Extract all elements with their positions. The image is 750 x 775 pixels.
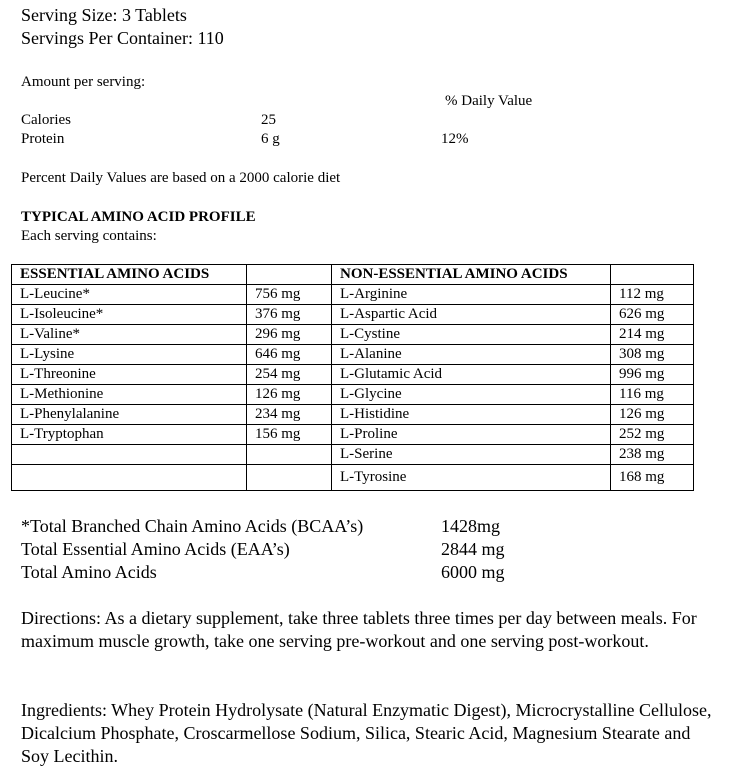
- table-row: [12, 365, 694, 385]
- essential-name: [12, 465, 247, 491]
- total-amino-label: Total Amino Acids: [21, 562, 157, 582]
- calories-amount: 25: [261, 112, 276, 128]
- calories-label: Calories: [21, 112, 71, 128]
- essential-amount: [247, 445, 332, 465]
- nonessential-name: L-Proline: [332, 425, 611, 445]
- essential-amount: 376 mg: [247, 305, 332, 325]
- nonessential-name: L-Cystine: [332, 325, 611, 345]
- table-row: [12, 345, 694, 365]
- amount-per-serving-label: Amount per serving:: [21, 74, 146, 90]
- essential-name: L-Valine*: [12, 325, 247, 345]
- total-eaa-label: Total Essential Amino Acids (EAA’s): [21, 539, 290, 559]
- nonessential-amount: 116 mg: [611, 385, 694, 405]
- nonessential-amount-header: [611, 265, 694, 285]
- essential-amount-header: [247, 265, 332, 285]
- essential-name: L-Tryptophan: [12, 425, 247, 445]
- essential-name: L-Isoleucine*: [12, 305, 247, 325]
- nonessential-amount: 626 mg: [611, 305, 694, 325]
- table-row: [12, 385, 694, 405]
- nonessential-amount: 308 mg: [611, 345, 694, 365]
- ingredients-paragraph: Ingredients: Whey Protein Hydrolysate (Natural Enzymatic Digest), Microcrystalline Cellulose, Dicalcium Phosphate, Croscarmellose Sodium, Silica, Stearic Acid, Magnesium Stearate and Soy Lecithin.: [21, 700, 712, 766]
- nonessential-name: L-Arginine: [332, 285, 611, 305]
- total-bcaa-label: *Total Branched Chain Amino Acids (BCAA’s): [21, 516, 364, 536]
- nonessential-name: L-Aspartic Acid: [332, 305, 611, 325]
- essential-amount: 646 mg: [247, 345, 332, 365]
- nonessential-name: L-Glutamic Acid: [332, 365, 611, 385]
- nonessential-amount: 252 mg: [611, 425, 694, 445]
- essential-name: [12, 445, 247, 465]
- amino-acid-table: [11, 264, 694, 491]
- nonessential-amount: 112 mg: [611, 285, 694, 305]
- total-bcaa-value: 1428mg: [441, 516, 501, 536]
- profile-title: TYPICAL AMINO ACID PROFILE: [21, 209, 256, 225]
- table-header-row: [12, 265, 694, 285]
- table-row: [12, 305, 694, 325]
- nonessential-amount: 238 mg: [611, 445, 694, 465]
- essential-amount: 296 mg: [247, 325, 332, 345]
- serving-size: Serving Size: 3 Tablets: [21, 5, 187, 25]
- table-row: [12, 285, 694, 305]
- nonessential-name: L-Glycine: [332, 385, 611, 405]
- daily-value-header: % Daily Value: [445, 93, 533, 109]
- essential-amount: [247, 465, 332, 491]
- profile-subtitle: Each serving contains:: [21, 228, 157, 244]
- essential-name: L-Phenylalanine: [12, 405, 247, 425]
- nonessential-amount: 126 mg: [611, 405, 694, 425]
- essential-amount: 756 mg: [247, 285, 332, 305]
- nonessential-amount: 168 mg: [611, 465, 694, 491]
- directions-paragraph: Directions: As a dietary supplement, take three tablets three times per day between meals. For maximum muscle growth, take one serving pre-workout and one serving post-workout.: [21, 608, 697, 651]
- nonessential-name: L-Tyrosine: [332, 465, 611, 491]
- table-row: [12, 325, 694, 345]
- servings-per-container: Servings Per Container: 110: [21, 28, 224, 48]
- essential-name: L-Lysine: [12, 345, 247, 365]
- essential-amount: 254 mg: [247, 365, 332, 385]
- table-row: [12, 405, 694, 425]
- essential-amount: 126 mg: [247, 385, 332, 405]
- protein-amount: 6 g: [261, 131, 280, 147]
- essential-header: ESSENTIAL AMINO ACIDS: [12, 265, 247, 285]
- nonessential-header: NON-ESSENTIAL AMINO ACIDS: [332, 265, 611, 285]
- table-row: [12, 425, 694, 445]
- total-amino-value: 6000 mg: [441, 562, 505, 582]
- daily-value-footnote: Percent Daily Values are based on a 2000 calorie diet: [21, 170, 341, 186]
- essential-name: L-Leucine*: [12, 285, 247, 305]
- nonessential-amount: 996 mg: [611, 365, 694, 385]
- nonessential-amount: 214 mg: [611, 325, 694, 345]
- essential-name: L-Threonine: [12, 365, 247, 385]
- nonessential-name: L-Serine: [332, 445, 611, 465]
- total-eaa-value: 2844 mg: [441, 539, 505, 559]
- table-row: [12, 445, 694, 465]
- protein-dv: 12%: [441, 131, 469, 147]
- protein-label: Protein: [21, 131, 65, 147]
- essential-name: L-Methionine: [12, 385, 247, 405]
- nonessential-name: L-Histidine: [332, 405, 611, 425]
- essential-amount: 156 mg: [247, 425, 332, 445]
- table-row: [12, 465, 694, 491]
- nonessential-name: L-Alanine: [332, 345, 611, 365]
- essential-amount: 234 mg: [247, 405, 332, 425]
